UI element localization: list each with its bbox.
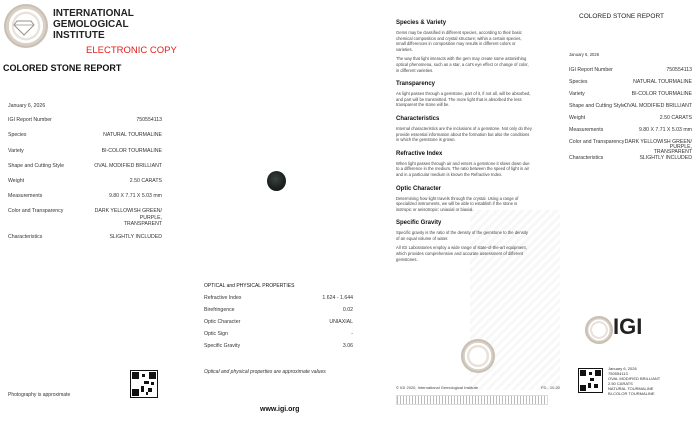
org-line-2: GEMOLOGICAL <box>53 19 129 30</box>
stub-card-text <box>608 366 660 396</box>
info-text-transparency: As light passes through a gemstone, part of it, if not all, will be absorbed, and part will be transmitted. The more light that is absorbed the less transparent the stone will be. <box>396 91 531 108</box>
stub-label-variety: Variety <box>569 91 585 97</box>
stub-qr-code <box>578 368 603 393</box>
gemstone-image <box>267 171 286 191</box>
field-label-species: Species <box>8 132 27 138</box>
optical-label-ri: Refractive Index <box>204 295 242 301</box>
field-value-report-number: 750554113 <box>136 117 162 123</box>
stub-title: COLORED STONE REPORT <box>579 13 664 20</box>
info-title-transparency: Transparency <box>396 81 436 88</box>
info-seal-logo <box>461 339 495 373</box>
info-title-ri: Refractive Index <box>396 150 443 157</box>
stub-label-measurements: Measurements <box>569 127 604 133</box>
info-title-species: Species & Variety <box>396 20 447 26</box>
report-date: January 6, 2026 <box>8 103 46 109</box>
stub-card-line-5: NATURAL TOURMALINE <box>608 386 654 391</box>
stub-value-variety: BI-COLOR TOURMALINE <box>631 91 692 97</box>
stub-card-line-2: 750554113 <box>608 371 628 376</box>
igi-logo-text: IGI <box>613 314 643 339</box>
org-name <box>53 8 134 41</box>
field-label-report-number: IGI Report Number <box>8 117 52 123</box>
form-code: FD - 10.20 <box>541 385 560 390</box>
stub-label-report-number: IGI Report Number <box>569 67 613 73</box>
optical-label-sg: Specific Gravity <box>204 343 241 349</box>
stub-card-line-6: BI-COLOR TOURMALINE <box>608 391 655 396</box>
stub-value-color: DARK YELLOWISH GREEN/ PURPLE, TRANSPARENT <box>624 139 692 155</box>
field-value-color: DARK YELLOWISH GREEN/ PURPLE, TRANSPARENT <box>94 208 162 228</box>
photo-note: Photography is approximate <box>8 392 71 398</box>
org-line-1: INTERNATIONAL <box>53 8 134 19</box>
field-label-characteristics: Characteristics <box>8 234 43 240</box>
info-text-species-2: The way that light interacts with the gem may create some astonishing optical phenomena, such as a star, a cat's eye effect or change of color, in different varieties. <box>396 56 529 73</box>
info-text-ri: When light passes through air and enters a gemstone it slows down due to a difference in the medium. The ratio between the speed of light in air and in a particular medium is known the Refractive Index. <box>396 160 530 177</box>
stub-value-species: NATURAL TOURMALINE <box>633 79 692 85</box>
info-text-species-1: Gems may be classified in different species, according to their basic chemical composition and crystal structure; within a certain species, small differences in composition may results in different colors or varieties. <box>396 30 522 52</box>
stub-value-report-number: 750554113 <box>666 67 692 73</box>
stub-value-shape: OVAL MODIFIED BRILLIANT <box>624 103 692 109</box>
org-line-3: INSTITUTE <box>53 30 105 41</box>
stub-label-color: Color and Transparency <box>569 139 625 145</box>
field-label-variety: Variety <box>8 148 24 154</box>
stub-label-characteristics: Characteristics <box>569 155 604 161</box>
field-label-weight: Weight <box>8 178 25 184</box>
field-label-shape: Shape and Cutting Style <box>8 163 64 169</box>
info-text-sg-2: All IGI Laboratories employ a wide range of state-of-the-art equipment, which provides comprehensive and accurate assessment of different gemstones. <box>396 245 527 262</box>
electronic-copy-label: ELECTRONIC COPY <box>86 45 177 56</box>
field-value-variety: BI-COLOR TOURMALINE <box>101 148 162 154</box>
field-value-shape: OVAL MODIFIED BRILLIANT <box>94 163 162 169</box>
stub-label-species: Species <box>569 79 588 85</box>
stub-seal-logo <box>585 316 613 344</box>
stub-card-line-3: OVAL MODIFIED BRILLIANT <box>608 376 661 381</box>
field-value-characteristics: SLIGHTLY INCLUDED <box>109 234 162 240</box>
info-text-optic: Determining how light travels through the crystal. Using a range of specialized instruments, we will be able to establish if the stone is isotropic or anisotropic: uniaxial or biaxial. <box>396 195 519 212</box>
stub-value-characteristics: SLIGHTLY INCLUDED <box>639 155 692 161</box>
website-link[interactable]: www.igi.org <box>260 406 300 413</box>
optical-label-oc: Optic Character <box>204 319 241 325</box>
info-title-optic: Optic Character <box>396 185 442 192</box>
optical-value-bire: 0.02 <box>342 307 353 313</box>
field-label-color: Color and Transparency <box>8 208 64 214</box>
optical-title: OPTICAL and PHYSICAL PROPERTIES <box>204 283 295 289</box>
optical-value-oc: UNIAXIAL <box>329 319 353 325</box>
optical-value-ri: 1.624 - 1.644 <box>322 295 353 301</box>
optical-label-bire: Birefringence <box>204 307 235 313</box>
optical-value-os: - <box>351 331 353 337</box>
stub-value-measurements: 9.80 X 7.71 X 5.03 mm <box>638 127 692 133</box>
diamond-icon <box>4 4 44 44</box>
stub-card-line-4: 2.50 CARATS <box>608 381 633 386</box>
igi-seal-logo <box>4 4 48 48</box>
info-title-characteristics: Characteristics <box>396 115 440 122</box>
info-text-characteristics: Internal characteristics are the inclusions of a gemstone. Not only do they provide essential information about the formation but also the conditions in which the gemstone is grown. <box>396 125 532 143</box>
optical-label-os: Optic Sign <box>204 331 228 337</box>
report-title: COLORED STONE REPORT <box>3 63 122 73</box>
field-value-measurements: 9.80 X 7.71 X 5.03 mm <box>108 193 162 199</box>
security-barcode <box>396 395 548 405</box>
qr-code <box>130 370 158 398</box>
info-column <box>396 20 532 262</box>
field-label-measurements: Measurements <box>8 193 43 199</box>
field-value-species: NATURAL TOURMALINE <box>103 132 162 138</box>
stub-card-line-1: January 6, 2026 <box>608 366 637 371</box>
stub-value-weight: 2.50 CARATS <box>659 115 692 121</box>
info-title-sg: Specific Gravity <box>396 220 442 227</box>
optical-value-sg: 3.06 <box>342 343 353 349</box>
stub-date: January 6, 2026 <box>569 52 600 57</box>
stub-label-shape: Shape and Cutting Style <box>569 103 625 109</box>
field-value-weight: 2.50 CARATS <box>129 178 162 184</box>
copyright: © IGI 2020, International Gemological Institute <box>396 385 479 390</box>
optical-note: Optical and physical properties are approximate values <box>204 369 326 375</box>
info-text-sg-1: Specific gravity is the ratio of the density of the gemstone to the density of an equal volume of water. <box>396 230 528 241</box>
stub-label-weight: Weight <box>569 115 586 121</box>
